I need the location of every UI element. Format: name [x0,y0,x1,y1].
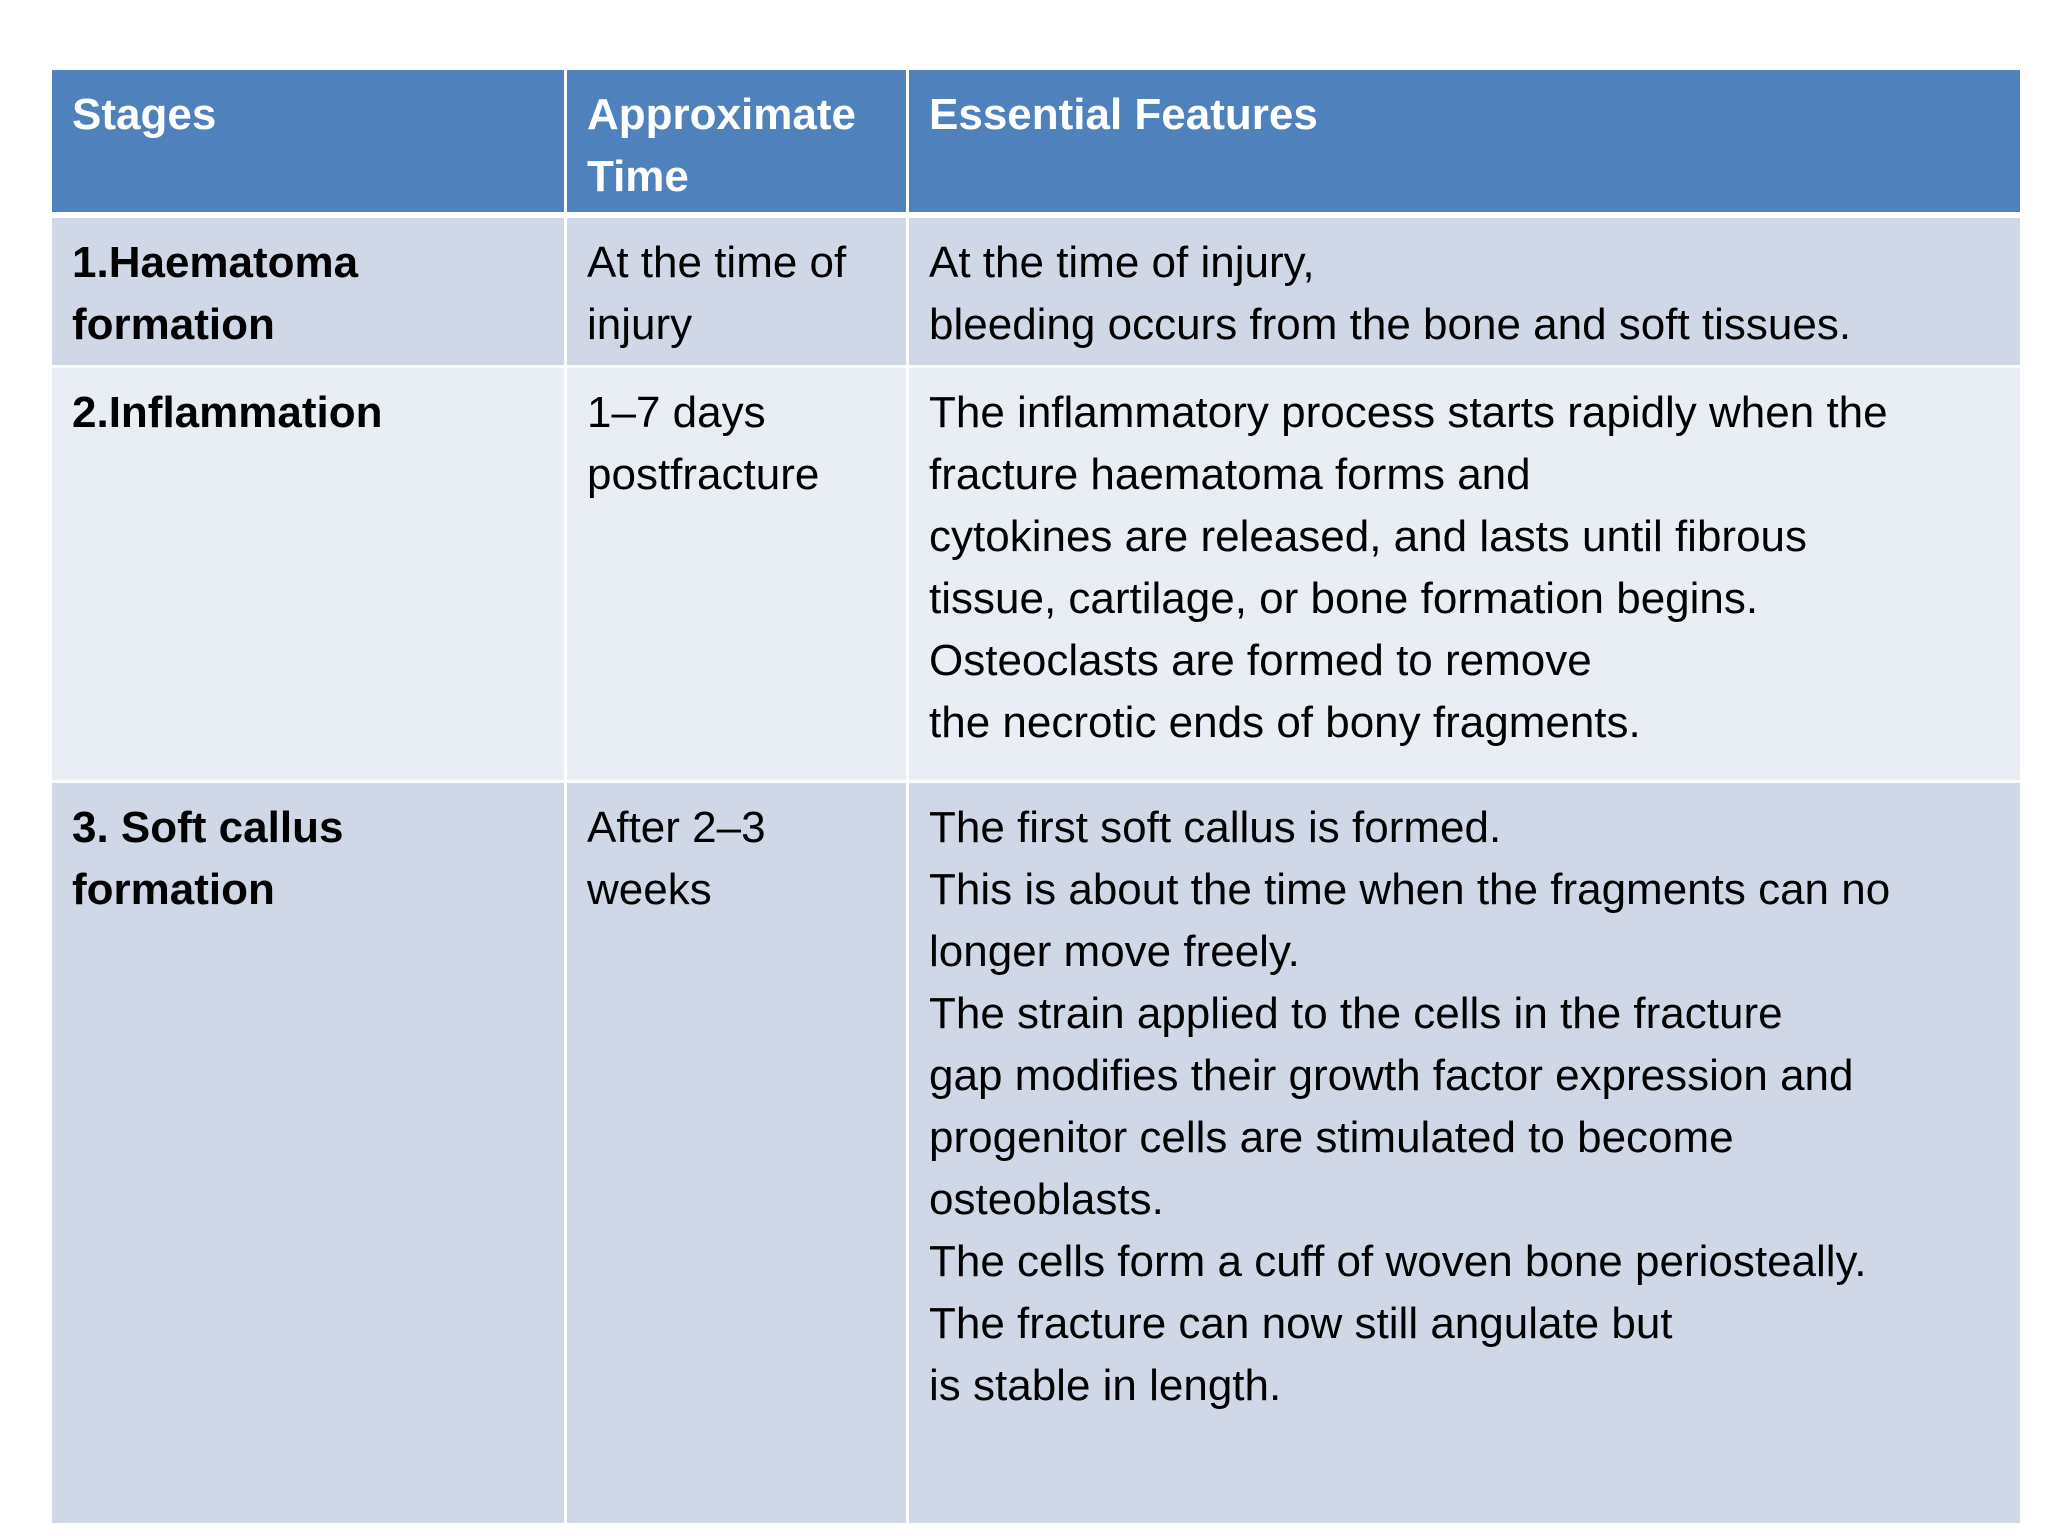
stage-line1: 3. Soft callus [72,803,344,852]
table-row-haematoma [52,218,2020,368]
feature-line: At the time of injury, [929,238,1315,287]
feature-line: bleeding occurs from the bone and soft tissues. [929,300,1852,349]
table-header-row [52,70,2020,218]
feature-line: the necrotic ends of bony fragments. [929,698,1641,747]
table-row-soft-callus [52,783,2020,1523]
features-cell [909,783,2020,1523]
feature-line: The fracture can now still angulate but [929,1299,1673,1348]
time-cell [567,218,909,368]
feature-line: fracture haematoma forms and [929,450,1531,499]
features-cell [909,368,2020,783]
fracture-healing-stages-table [52,70,2020,1523]
feature-line: The first soft callus is formed. [929,803,1502,852]
feature-line: progenitor cells are stimulated to become [929,1113,1734,1162]
time-line1: 1–7 days [587,388,766,437]
header-approximate-time [567,70,909,218]
time-cell [567,783,909,1523]
stage-cell [52,783,567,1523]
feature-line: is stable in length. [929,1361,1282,1410]
feature-line: osteoblasts. [929,1175,1164,1224]
feature-line: The strain applied to the cells in the fracture [929,989,1783,1038]
header-stages-label: Stages [72,90,217,139]
stage-cell [52,368,567,783]
header-time-line2: Time [587,152,689,201]
stage-line2: formation [72,300,275,349]
time-line2: postfracture [587,450,820,499]
feature-line: cytokines are released, and lasts until fibrous [929,512,1808,561]
feature-line: This is about the time when the fragments can no [929,865,1891,914]
feature-line: gap modifies their growth factor expression and [929,1051,1854,1100]
feature-line: The cells form a cuff of woven bone periosteally. [929,1237,1867,1286]
table-row-inflammation [52,368,2020,783]
time-line2: injury [587,300,693,349]
header-stages [52,70,567,218]
header-time-line1: Approximate [587,90,856,139]
header-essential-features [909,70,2020,218]
feature-line: Osteoclasts are formed to remove [929,636,1592,685]
time-line1: After 2–3 [587,803,766,852]
feature-line: tissue, cartilage, or bone formation begins. [929,574,1759,623]
time-line2: weeks [587,865,712,914]
header-features-label: Essential Features [929,90,1318,139]
feature-line: The inflammatory process starts rapidly when the [929,388,1888,437]
stage-line1: 2.Inflammation [72,388,383,437]
stage-cell [52,218,567,368]
time-cell [567,368,909,783]
feature-line: longer move freely. [929,927,1300,976]
features-cell [909,218,2020,368]
stage-line2: formation [72,865,275,914]
stage-line1: 1.Haematoma [72,238,359,287]
time-line1: At the time of [587,238,847,287]
